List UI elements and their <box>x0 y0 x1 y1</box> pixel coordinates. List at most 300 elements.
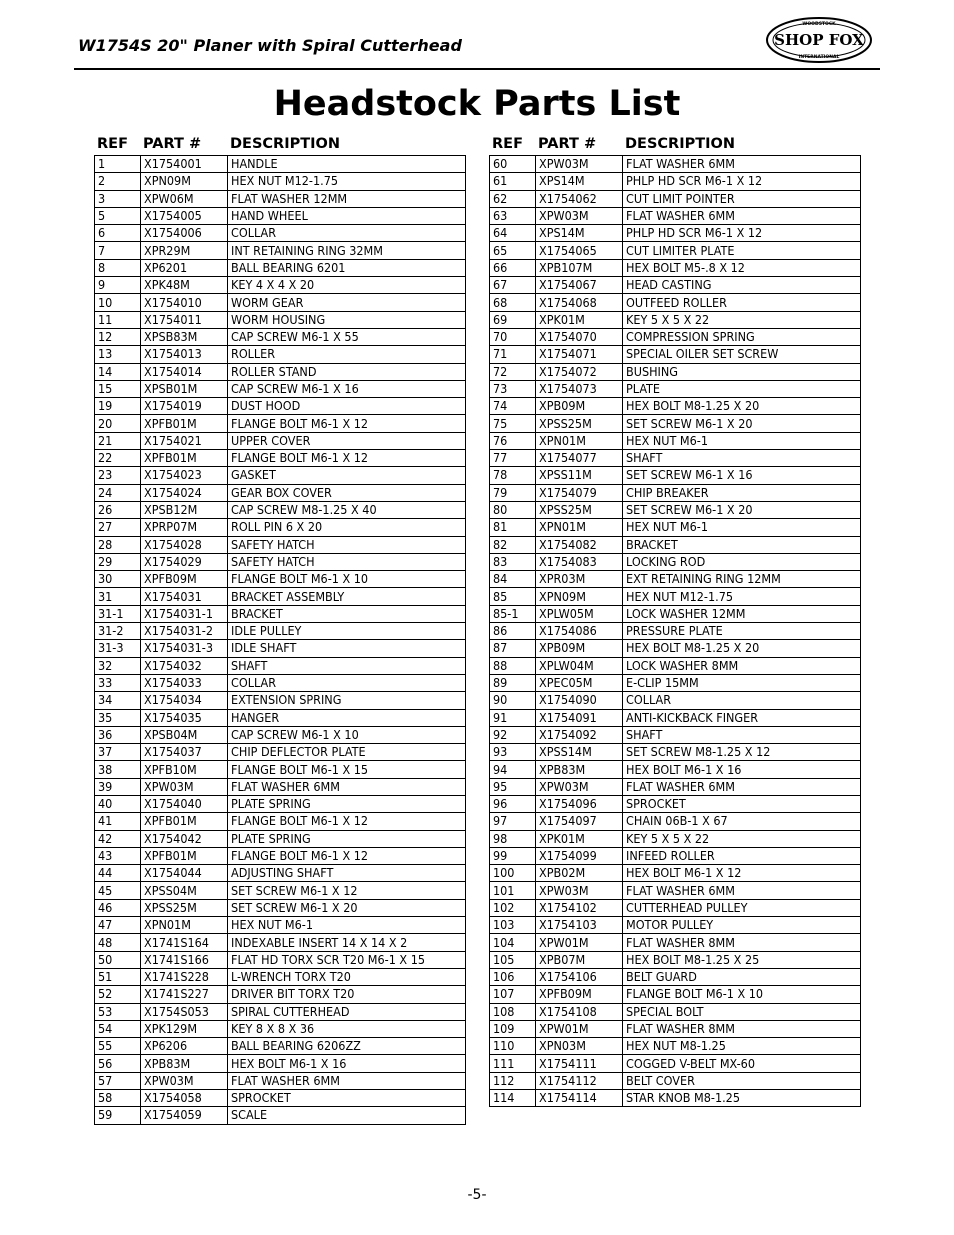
ref-cell: 62 <box>490 190 536 207</box>
ref-cell: 59 <box>95 1107 141 1124</box>
description-cell: HEX NUT M6-1 <box>623 432 861 449</box>
ref-cell: 34 <box>95 692 141 709</box>
part-number-cell: XPN03M <box>536 1038 623 1055</box>
description-cell: ROLLER <box>228 346 466 363</box>
description-cell: SPECIAL OILER SET SCREW <box>623 346 861 363</box>
part-number-cell: X1754029 <box>141 553 228 570</box>
column-headers <box>94 133 466 155</box>
table-row <box>490 1020 861 1037</box>
description-cell: FLANGE BOLT M6-1 X 10 <box>623 986 861 1003</box>
ref-cell: 60 <box>490 156 536 173</box>
ref-cell: 82 <box>490 536 536 553</box>
ref-cell: 77 <box>490 450 536 467</box>
table-row <box>490 450 861 467</box>
table-row <box>490 917 861 934</box>
table-row <box>95 986 466 1003</box>
part-number-cell: XPR29M <box>141 242 228 259</box>
ref-cell: 26 <box>95 501 141 518</box>
description-cell: WORM HOUSING <box>228 311 466 328</box>
parts-column-left <box>94 133 466 1125</box>
ref-cell: 73 <box>490 380 536 397</box>
ref-cell: 89 <box>490 674 536 691</box>
description-cell: SET SCREW M8-1.25 X 12 <box>623 744 861 761</box>
table-row <box>490 986 861 1003</box>
description-cell: CHAIN 06B-1 X 67 <box>623 813 861 830</box>
description-cell: LOCK WASHER 12MM <box>623 605 861 622</box>
part-number-cell: XPN01M <box>536 432 623 449</box>
table-row <box>95 951 466 968</box>
description-header: DESCRIPTION <box>230 136 340 152</box>
table-row <box>95 484 466 501</box>
description-cell: FLAT WASHER 6MM <box>623 882 861 899</box>
description-cell: FLAT WASHER 6MM <box>623 778 861 795</box>
page-title: Headstock Parts List <box>273 84 681 124</box>
description-cell: IDLE PULLEY <box>228 623 466 640</box>
table-row <box>95 1072 466 1089</box>
description-cell: CAP SCREW M6-1 X 16 <box>228 380 466 397</box>
part-number-cell: XPS14M <box>536 225 623 242</box>
part-number-cell: XPEC05M <box>536 674 623 691</box>
part-number-cell: XPSB01M <box>141 380 228 397</box>
ref-cell: 114 <box>490 1090 536 1107</box>
part-number-cell: XPW03M <box>536 778 623 795</box>
description-cell: FLAT HD TORX SCR T20 M6-1 X 15 <box>228 951 466 968</box>
ref-cell: 64 <box>490 225 536 242</box>
table-row <box>95 657 466 674</box>
ref-cell: 38 <box>95 761 141 778</box>
part-number-cell: XPN01M <box>536 519 623 536</box>
table-row <box>95 1038 466 1055</box>
part-number-cell: X1754102 <box>536 899 623 916</box>
part-number-cell: X1754042 <box>141 830 228 847</box>
description-cell: INFEED ROLLER <box>623 847 861 864</box>
ref-cell: 87 <box>490 640 536 657</box>
ref-cell: 47 <box>95 917 141 934</box>
description-cell: BRACKET <box>623 536 861 553</box>
ref-cell: 50 <box>95 951 141 968</box>
part-number-cell: XP6201 <box>141 259 228 276</box>
description-cell: FLAT WASHER 8MM <box>623 1020 861 1037</box>
table-row <box>490 415 861 432</box>
description-cell: BELT GUARD <box>623 968 861 985</box>
description-cell: PHLP HD SCR M6-1 X 12 <box>623 173 861 190</box>
ref-cell: 85 <box>490 588 536 605</box>
table-row <box>490 657 861 674</box>
description-cell: KEY 5 X 5 X 22 <box>623 830 861 847</box>
description-cell: CUT LIMITER PLATE <box>623 242 861 259</box>
column-headers <box>489 133 861 155</box>
description-cell: GASKET <box>228 467 466 484</box>
table-row <box>490 709 861 726</box>
ref-cell: 66 <box>490 259 536 276</box>
table-row <box>490 380 861 397</box>
description-cell: BELT COVER <box>623 1072 861 1089</box>
table-row <box>95 865 466 882</box>
part-number-cell: XPFB09M <box>141 571 228 588</box>
table-row <box>490 242 861 259</box>
ref-cell: 109 <box>490 1020 536 1037</box>
part-number-cell: X1754096 <box>536 795 623 812</box>
description-cell: SAFETY HATCH <box>228 536 466 553</box>
description-cell: SPECIAL BOLT <box>623 1003 861 1020</box>
part-number-cell: XPB09M <box>536 640 623 657</box>
ref-cell: 7 <box>95 242 141 259</box>
part-number-cell: XPSB83M <box>141 328 228 345</box>
part-number-cell: X1754083 <box>536 553 623 570</box>
table-row <box>490 674 861 691</box>
part-number-cell: X1754073 <box>536 380 623 397</box>
table-row <box>490 692 861 709</box>
description-cell: PLATE SPRING <box>228 795 466 812</box>
table-row <box>95 830 466 847</box>
ref-cell: 71 <box>490 346 536 363</box>
part-number-cell: X1754097 <box>536 813 623 830</box>
ref-cell: 67 <box>490 277 536 294</box>
table-row <box>95 795 466 812</box>
table-row <box>490 778 861 795</box>
ref-cell: 8 <box>95 259 141 276</box>
description-cell: CAP SCREW M6-1 X 55 <box>228 328 466 345</box>
table-row <box>95 934 466 951</box>
description-cell: ROLLER STAND <box>228 363 466 380</box>
ref-cell: 48 <box>95 934 141 951</box>
ref-cell: 6 <box>95 225 141 242</box>
part-number-cell: X1754001 <box>141 156 228 173</box>
description-cell: FLAT WASHER 6MM <box>228 778 466 795</box>
ref-cell: 46 <box>95 899 141 916</box>
table-row <box>95 778 466 795</box>
description-header: DESCRIPTION <box>625 136 735 152</box>
part-number-cell: X1754086 <box>536 623 623 640</box>
table-row <box>490 951 861 968</box>
part-number-cell: XPB07M <box>536 951 623 968</box>
description-cell: STAR KNOB M8-1.25 <box>623 1090 861 1107</box>
ref-cell: 53 <box>95 1003 141 1020</box>
table-row <box>490 1055 861 1072</box>
description-cell: E-CLIP 15MM <box>623 674 861 691</box>
description-cell: MOTOR PULLEY <box>623 917 861 934</box>
table-row <box>490 1038 861 1055</box>
description-cell: CUTTERHEAD PULLEY <box>623 899 861 916</box>
ref-cell: 90 <box>490 692 536 709</box>
table-row <box>490 1003 861 1020</box>
ref-cell: 58 <box>95 1090 141 1107</box>
part-number-cell: XPK01M <box>536 830 623 847</box>
ref-cell: 21 <box>95 432 141 449</box>
description-cell: FLAT WASHER 12MM <box>228 190 466 207</box>
part-number-cell: XPSS25M <box>536 415 623 432</box>
part-number-cell: XPSS04M <box>141 882 228 899</box>
table-row <box>95 674 466 691</box>
ref-cell: 23 <box>95 467 141 484</box>
description-cell: FLAT WASHER 6MM <box>228 1072 466 1089</box>
ref-cell: 78 <box>490 467 536 484</box>
ref-cell: 75 <box>490 415 536 432</box>
parts-table-right <box>489 155 861 1107</box>
ref-cell: 31-1 <box>95 605 141 622</box>
description-cell: PLATE SPRING <box>228 830 466 847</box>
description-cell: HAND WHEEL <box>228 207 466 224</box>
table-row <box>490 640 861 657</box>
table-row <box>95 173 466 190</box>
description-cell: HANGER <box>228 709 466 726</box>
part-number-cell: X1754031-1 <box>141 605 228 622</box>
description-cell: CHIP BREAKER <box>623 484 861 501</box>
description-cell: KEY 8 X 8 X 36 <box>228 1020 466 1037</box>
part-number-cell: X1754072 <box>536 363 623 380</box>
ref-cell: 95 <box>490 778 536 795</box>
part-number-cell: X1754031-2 <box>141 623 228 640</box>
part-number-cell: X1754013 <box>141 346 228 363</box>
description-cell: HEX BOLT M6-1 X 16 <box>623 761 861 778</box>
ref-cell: 39 <box>95 778 141 795</box>
description-cell: GEAR BOX COVER <box>228 484 466 501</box>
part-number-cell: X1754108 <box>536 1003 623 1020</box>
ref-cell: 13 <box>95 346 141 363</box>
ref-cell: 61 <box>490 173 536 190</box>
part-number-cell: XPW03M <box>141 778 228 795</box>
part-number-cell: X1754S053 <box>141 1003 228 1020</box>
ref-cell: 57 <box>95 1072 141 1089</box>
ref-cell: 30 <box>95 571 141 588</box>
description-cell: IDLE SHAFT <box>228 640 466 657</box>
part-number-cell: X1754028 <box>141 536 228 553</box>
description-cell: PHLP HD SCR M6-1 X 12 <box>623 225 861 242</box>
ref-cell: 79 <box>490 484 536 501</box>
ref-cell: 37 <box>95 744 141 761</box>
description-cell: COLLAR <box>228 674 466 691</box>
ref-cell: 27 <box>95 519 141 536</box>
ref-cell: 32 <box>95 657 141 674</box>
description-cell: SET SCREW M6-1 X 20 <box>228 899 466 916</box>
part-number-cell: XPW03M <box>536 207 623 224</box>
ref-cell: 12 <box>95 328 141 345</box>
table-row <box>95 432 466 449</box>
table-row <box>95 415 466 432</box>
description-cell: ANTI-KICKBACK FINGER <box>623 709 861 726</box>
description-cell: FLANGE BOLT M6-1 X 12 <box>228 415 466 432</box>
ref-cell: 100 <box>490 865 536 882</box>
table-row <box>490 968 861 985</box>
ref-cell: 5 <box>95 207 141 224</box>
ref-cell: 29 <box>95 553 141 570</box>
table-row <box>490 398 861 415</box>
description-cell: HANDLE <box>228 156 466 173</box>
table-row <box>95 605 466 622</box>
table-row <box>95 968 466 985</box>
description-cell: COMPRESSION SPRING <box>623 328 861 345</box>
table-row <box>490 830 861 847</box>
ref-header: REF <box>492 136 523 152</box>
table-row <box>490 865 861 882</box>
table-row <box>490 847 861 864</box>
description-cell: FLAT WASHER 6MM <box>623 207 861 224</box>
ref-cell: 86 <box>490 623 536 640</box>
ref-cell: 45 <box>95 882 141 899</box>
description-cell: HEX BOLT M5-.8 X 12 <box>623 259 861 276</box>
part-number-cell: XPB83M <box>141 1055 228 1072</box>
table-row <box>95 156 466 173</box>
parts-column-right <box>489 133 861 1107</box>
part-number-cell: XPK129M <box>141 1020 228 1037</box>
part-number-cell: X1754070 <box>536 328 623 345</box>
part-number-cell: XPSB12M <box>141 501 228 518</box>
part-number-cell: X1754024 <box>141 484 228 501</box>
table-row <box>490 536 861 553</box>
description-cell: HEX BOLT M8-1.25 X 25 <box>623 951 861 968</box>
part-number-cell: X1754106 <box>536 968 623 985</box>
part-number-cell: XPFB01M <box>141 415 228 432</box>
ref-cell: 31-2 <box>95 623 141 640</box>
table-row <box>95 380 466 397</box>
table-row <box>95 259 466 276</box>
part-number-cell: XPN09M <box>141 173 228 190</box>
ref-cell: 65 <box>490 242 536 259</box>
ref-cell: 103 <box>490 917 536 934</box>
table-row <box>95 847 466 864</box>
table-row <box>490 173 861 190</box>
ref-cell: 36 <box>95 726 141 743</box>
ref-cell: 112 <box>490 1072 536 1089</box>
table-row <box>490 501 861 518</box>
part-number-cell: X1754006 <box>141 225 228 242</box>
ref-cell: 68 <box>490 294 536 311</box>
table-row <box>490 1090 861 1107</box>
part-number-cell: X1754031-3 <box>141 640 228 657</box>
description-cell: SET SCREW M6-1 X 20 <box>623 415 861 432</box>
ref-cell: 91 <box>490 709 536 726</box>
description-cell: SPROCKET <box>228 1090 466 1107</box>
table-row <box>95 501 466 518</box>
part-number-cell: X1754059 <box>141 1107 228 1124</box>
table-row <box>490 899 861 916</box>
part-number-cell: XPW06M <box>141 190 228 207</box>
part-number-cell: X1754033 <box>141 674 228 691</box>
ref-cell: 14 <box>95 363 141 380</box>
part-number-cell: XP6206 <box>141 1038 228 1055</box>
part-number-cell: X1754005 <box>141 207 228 224</box>
part-number-cell: X1754111 <box>536 1055 623 1072</box>
description-cell: INDEXABLE INSERT 14 X 14 X 2 <box>228 934 466 951</box>
part-number-cell: XPB107M <box>536 259 623 276</box>
description-cell: SHAFT <box>623 450 861 467</box>
table-row <box>490 761 861 778</box>
header-rule <box>74 68 880 70</box>
part-number-cell: XPLW05M <box>536 605 623 622</box>
table-row <box>490 277 861 294</box>
table-row <box>490 934 861 951</box>
table-row <box>490 571 861 588</box>
description-cell: COGGED V-BELT MX-60 <box>623 1055 861 1072</box>
part-number-cell: XPN09M <box>536 588 623 605</box>
description-cell: SCALE <box>228 1107 466 1124</box>
table-row <box>95 882 466 899</box>
description-cell: HEX BOLT M6-1 X 16 <box>228 1055 466 1072</box>
description-cell: KEY 5 X 5 X 22 <box>623 311 861 328</box>
ref-cell: 54 <box>95 1020 141 1037</box>
description-cell: FLAT WASHER 8MM <box>623 934 861 951</box>
description-cell: FLANGE BOLT M6-1 X 12 <box>228 847 466 864</box>
ref-cell: 88 <box>490 657 536 674</box>
table-row <box>490 467 861 484</box>
ref-cell: 81 <box>490 519 536 536</box>
description-cell: HEX BOLT M8-1.25 X 20 <box>623 640 861 657</box>
logo-small-bottom: INTERNATIONAL <box>798 55 840 60</box>
parts-table-left <box>94 155 466 1125</box>
part-number-cell: X1754099 <box>536 847 623 864</box>
ref-cell: 33 <box>95 674 141 691</box>
description-cell: ADJUSTING SHAFT <box>228 865 466 882</box>
description-cell: COLLAR <box>228 225 466 242</box>
part-number-cell: XPFB01M <box>141 450 228 467</box>
ref-cell: 76 <box>490 432 536 449</box>
ref-cell: 111 <box>490 1055 536 1072</box>
table-row <box>490 259 861 276</box>
description-cell: EXTENSION SPRING <box>228 692 466 709</box>
part-number-cell: X1754103 <box>536 917 623 934</box>
description-cell: OUTFEED ROLLER <box>623 294 861 311</box>
ref-cell: 10 <box>95 294 141 311</box>
description-cell: DUST HOOD <box>228 398 466 415</box>
ref-cell: 24 <box>95 484 141 501</box>
ref-cell: 44 <box>95 865 141 882</box>
part-number-cell: X1754021 <box>141 432 228 449</box>
table-row <box>490 207 861 224</box>
part-number-cell: X1754034 <box>141 692 228 709</box>
ref-cell: 107 <box>490 986 536 1003</box>
part-number-cell: X1754067 <box>536 277 623 294</box>
part-number-cell: XPSB04M <box>141 726 228 743</box>
table-row <box>490 328 861 345</box>
ref-cell: 2 <box>95 173 141 190</box>
ref-cell: 41 <box>95 813 141 830</box>
ref-cell: 43 <box>95 847 141 864</box>
table-row <box>95 623 466 640</box>
description-cell: BALL BEARING 6201 <box>228 259 466 276</box>
table-row <box>490 432 861 449</box>
table-row <box>490 623 861 640</box>
description-cell: FLAT WASHER 6MM <box>623 156 861 173</box>
table-row <box>490 726 861 743</box>
ref-cell: 84 <box>490 571 536 588</box>
part-number-cell: X1754031 <box>141 588 228 605</box>
description-cell: SET SCREW M6-1 X 20 <box>623 501 861 518</box>
table-row <box>95 744 466 761</box>
ref-cell: 105 <box>490 951 536 968</box>
table-row <box>95 242 466 259</box>
table-row <box>95 207 466 224</box>
table-row <box>490 225 861 242</box>
table-row <box>95 1090 466 1107</box>
part-number-cell: X1754019 <box>141 398 228 415</box>
description-cell: SHAFT <box>228 657 466 674</box>
part-header: PART # <box>538 136 597 152</box>
part-number-cell: XPSS25M <box>536 501 623 518</box>
part-number-cell: XPW03M <box>141 1072 228 1089</box>
description-cell: BRACKET <box>228 605 466 622</box>
part-number-cell: XPB09M <box>536 398 623 415</box>
table-row <box>95 709 466 726</box>
ref-cell: 9 <box>95 277 141 294</box>
ref-cell: 56 <box>95 1055 141 1072</box>
table-row <box>95 328 466 345</box>
table-row <box>490 795 861 812</box>
description-cell: HEX NUT M6-1 <box>623 519 861 536</box>
table-row <box>95 553 466 570</box>
ref-cell: 96 <box>490 795 536 812</box>
table-row <box>95 1020 466 1037</box>
description-cell: BRACKET ASSEMBLY <box>228 588 466 605</box>
